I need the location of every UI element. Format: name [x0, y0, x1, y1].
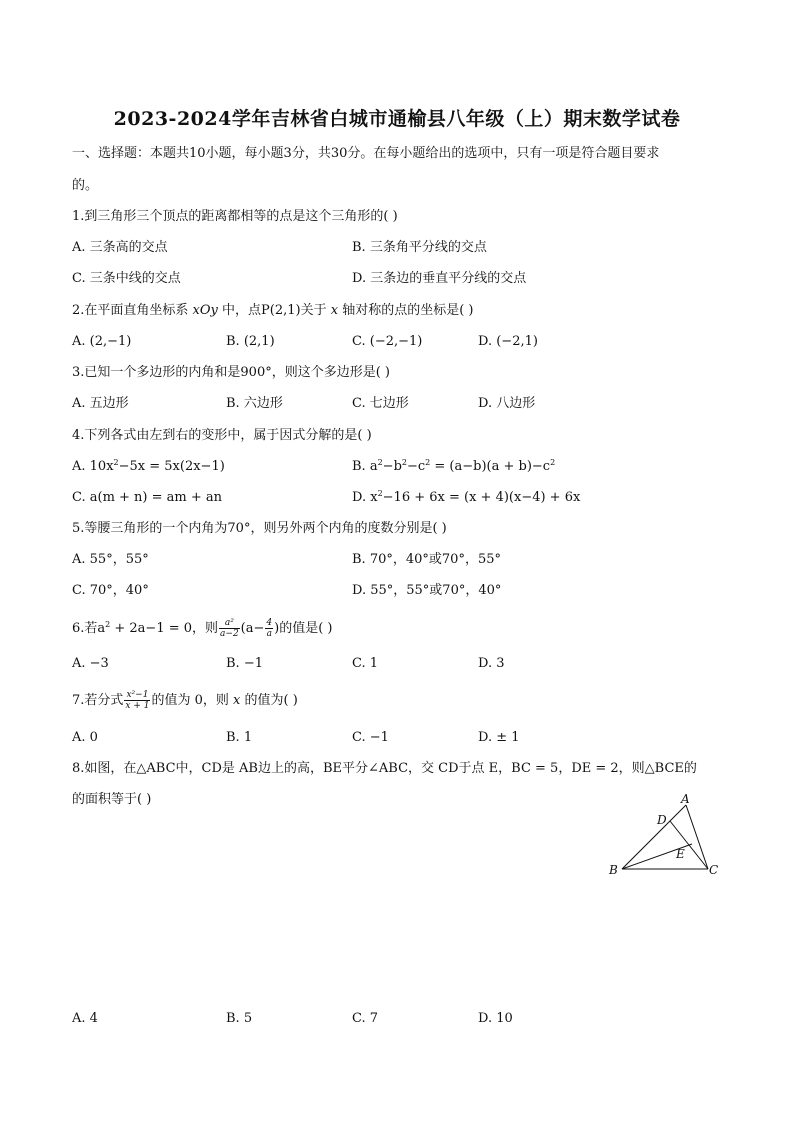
q2-var-xoy: xOy — [192, 303, 218, 318]
q4-b-text: −b — [382, 459, 402, 474]
fraction-numerator: 4 — [266, 618, 273, 628]
q6-option-b[interactable]: B. −1 — [226, 656, 263, 671]
fraction-denominator: x + 1 — [125, 701, 150, 711]
fraction-numerator: a² — [219, 618, 240, 629]
q5-option-d[interactable]: D. 55°，55°或70°，40° — [352, 583, 502, 598]
q8-option-b[interactable]: B. 5 — [226, 1011, 253, 1026]
q6-stem — [72, 616, 332, 642]
q4-a-text: A. 10x — [72, 459, 114, 474]
q1-option-a[interactable]: A. 三条高的交点 — [72, 240, 168, 255]
q2-option-b[interactable]: B. (2,1) — [226, 334, 275, 349]
exponent: 2 — [550, 458, 556, 467]
q8-stem-line1: 8.如图，在△ABC中，CD是 AB边上的高，BE平分∠ABC，交 CD于点 E，BC = 5，DE = 2，则△BCE的 — [72, 761, 697, 776]
q8-stem-line2: 的面积等于( ) — [72, 792, 152, 807]
q1-stem: 1.到三角形三个顶点的距离都相等的点是这个三角形的( ) — [72, 209, 398, 224]
section-heading-line2: 的。 — [72, 178, 99, 193]
q1-option-c[interactable]: C. 三条中线的交点 — [72, 271, 181, 286]
fraction-denominator: a — [266, 629, 272, 639]
q6-option-d[interactable]: D. 3 — [478, 656, 505, 671]
q6-stem-text: 6.若a — [72, 621, 106, 636]
label-c: C — [709, 863, 719, 877]
q6-stem-text: (a− — [240, 621, 265, 636]
q7-stem — [72, 688, 298, 714]
label-e: E — [676, 847, 685, 861]
q1-option-b[interactable]: B. 三条角平分线的交点 — [352, 240, 487, 255]
q4-d-text: D. x — [352, 490, 378, 505]
q4-b-text: B. a — [352, 459, 378, 474]
q3-option-b[interactable]: B. 六边形 — [226, 396, 283, 411]
q6-stem-text: )的值是( ) — [274, 621, 333, 636]
exponent: 2 — [401, 458, 407, 467]
q7-stem-text: 的值为 0，则 — [151, 693, 234, 708]
q4-stem: 4.下列各式由左到右的变形中，属于因式分解的是( ) — [72, 428, 372, 443]
q8-option-d[interactable]: D. 10 — [478, 1011, 513, 1026]
q6-stem-text: + 2a−1 = 0，则 — [110, 621, 219, 636]
exponent: 2 — [113, 458, 119, 467]
q2-option-d[interactable]: D. (−2,1) — [478, 334, 538, 349]
q2-stem — [72, 303, 474, 319]
page-title: 2023-2024学年吉林省白城市通榆县八年级（上）期末数学试卷 — [113, 108, 681, 130]
q3-option-a[interactable]: A. 五边形 — [72, 396, 129, 411]
q2-stem-text: 轴对称的点的坐标是( ) — [338, 303, 474, 318]
q7-option-a[interactable]: A. 0 — [72, 730, 98, 745]
q7-option-d[interactable]: D. ± 1 — [478, 730, 520, 745]
triangle-figure — [600, 788, 730, 883]
q6-option-c[interactable]: C. 1 — [352, 656, 379, 671]
q7-stem-text: 的值为( ) — [240, 693, 298, 708]
q6-fraction-1 — [219, 618, 240, 639]
q5-stem: 5.等腰三角形的一个内角为70°，则另外两个内角的度数分别是( ) — [72, 521, 447, 536]
q4-option-d[interactable] — [352, 490, 580, 506]
q5-option-a[interactable]: A. 55°，55° — [72, 552, 149, 567]
q3-option-c[interactable]: C. 七边形 — [352, 396, 409, 411]
q6-option-a[interactable]: A. −3 — [72, 656, 109, 671]
q2-stem-text: 2.在平面直角坐标系 — [72, 303, 193, 318]
fraction-numerator: x²−1 — [124, 690, 150, 701]
q3-option-d[interactable]: D. 八边形 — [478, 396, 536, 411]
q5-option-b[interactable]: B. 70°，40°或70°，55° — [352, 552, 501, 567]
section-heading-line1: 一、选择题：本题共10小题，每小题3分，共30分。在每小题给出的选项中，只有一项是符合题目要求 — [72, 146, 660, 161]
exponent: 2 — [105, 620, 111, 629]
label-d: D — [657, 813, 667, 827]
q2-stem-text: 中，点P(2,1)关于 — [217, 303, 331, 318]
q2-var-x: x — [330, 303, 339, 318]
exponent: 2 — [377, 489, 383, 498]
q2-option-a[interactable]: A. (2,−1) — [72, 334, 132, 349]
q6-fraction-2 — [265, 618, 273, 639]
q4-a-text: −5x = 5x(2x−1) — [118, 459, 225, 474]
q4-b-text: = (a−b)(a + b)−c — [430, 459, 551, 474]
exponent: 2 — [377, 458, 383, 467]
q7-var-x: x — [233, 693, 241, 708]
q8-option-c[interactable]: C. 7 — [352, 1011, 379, 1026]
q4-b-text: −c — [406, 459, 426, 474]
q7-option-c[interactable]: C. −1 — [352, 730, 389, 745]
exponent: 2 — [425, 458, 431, 467]
q4-option-a[interactable] — [72, 459, 225, 475]
q4-option-b[interactable] — [352, 459, 555, 475]
q7-fraction — [124, 690, 150, 711]
label-a: A — [681, 792, 690, 806]
q2-option-c[interactable]: C. (−2,−1) — [352, 334, 423, 349]
fraction-denominator: a−2 — [220, 629, 239, 639]
label-b: B — [609, 863, 618, 877]
segment-ac — [686, 805, 708, 869]
q4-d-text: −16 + 6x = (x + 4)(x−4) + 6x — [382, 490, 581, 505]
q4-option-c[interactable]: C. a(m + n) = am + an — [72, 490, 223, 505]
q1-option-d[interactable]: D. 三条边的垂直平分线的交点 — [352, 271, 527, 286]
q8-option-a[interactable]: A. 4 — [72, 1011, 98, 1026]
q5-option-c[interactable]: C. 70°，40° — [72, 583, 149, 598]
q7-option-b[interactable]: B. 1 — [226, 730, 253, 745]
q7-stem-text: 7.若分式 — [72, 693, 124, 708]
q3-stem: 3.已知一个多边形的内角和是900°，则这个多边形是( ) — [72, 365, 390, 380]
